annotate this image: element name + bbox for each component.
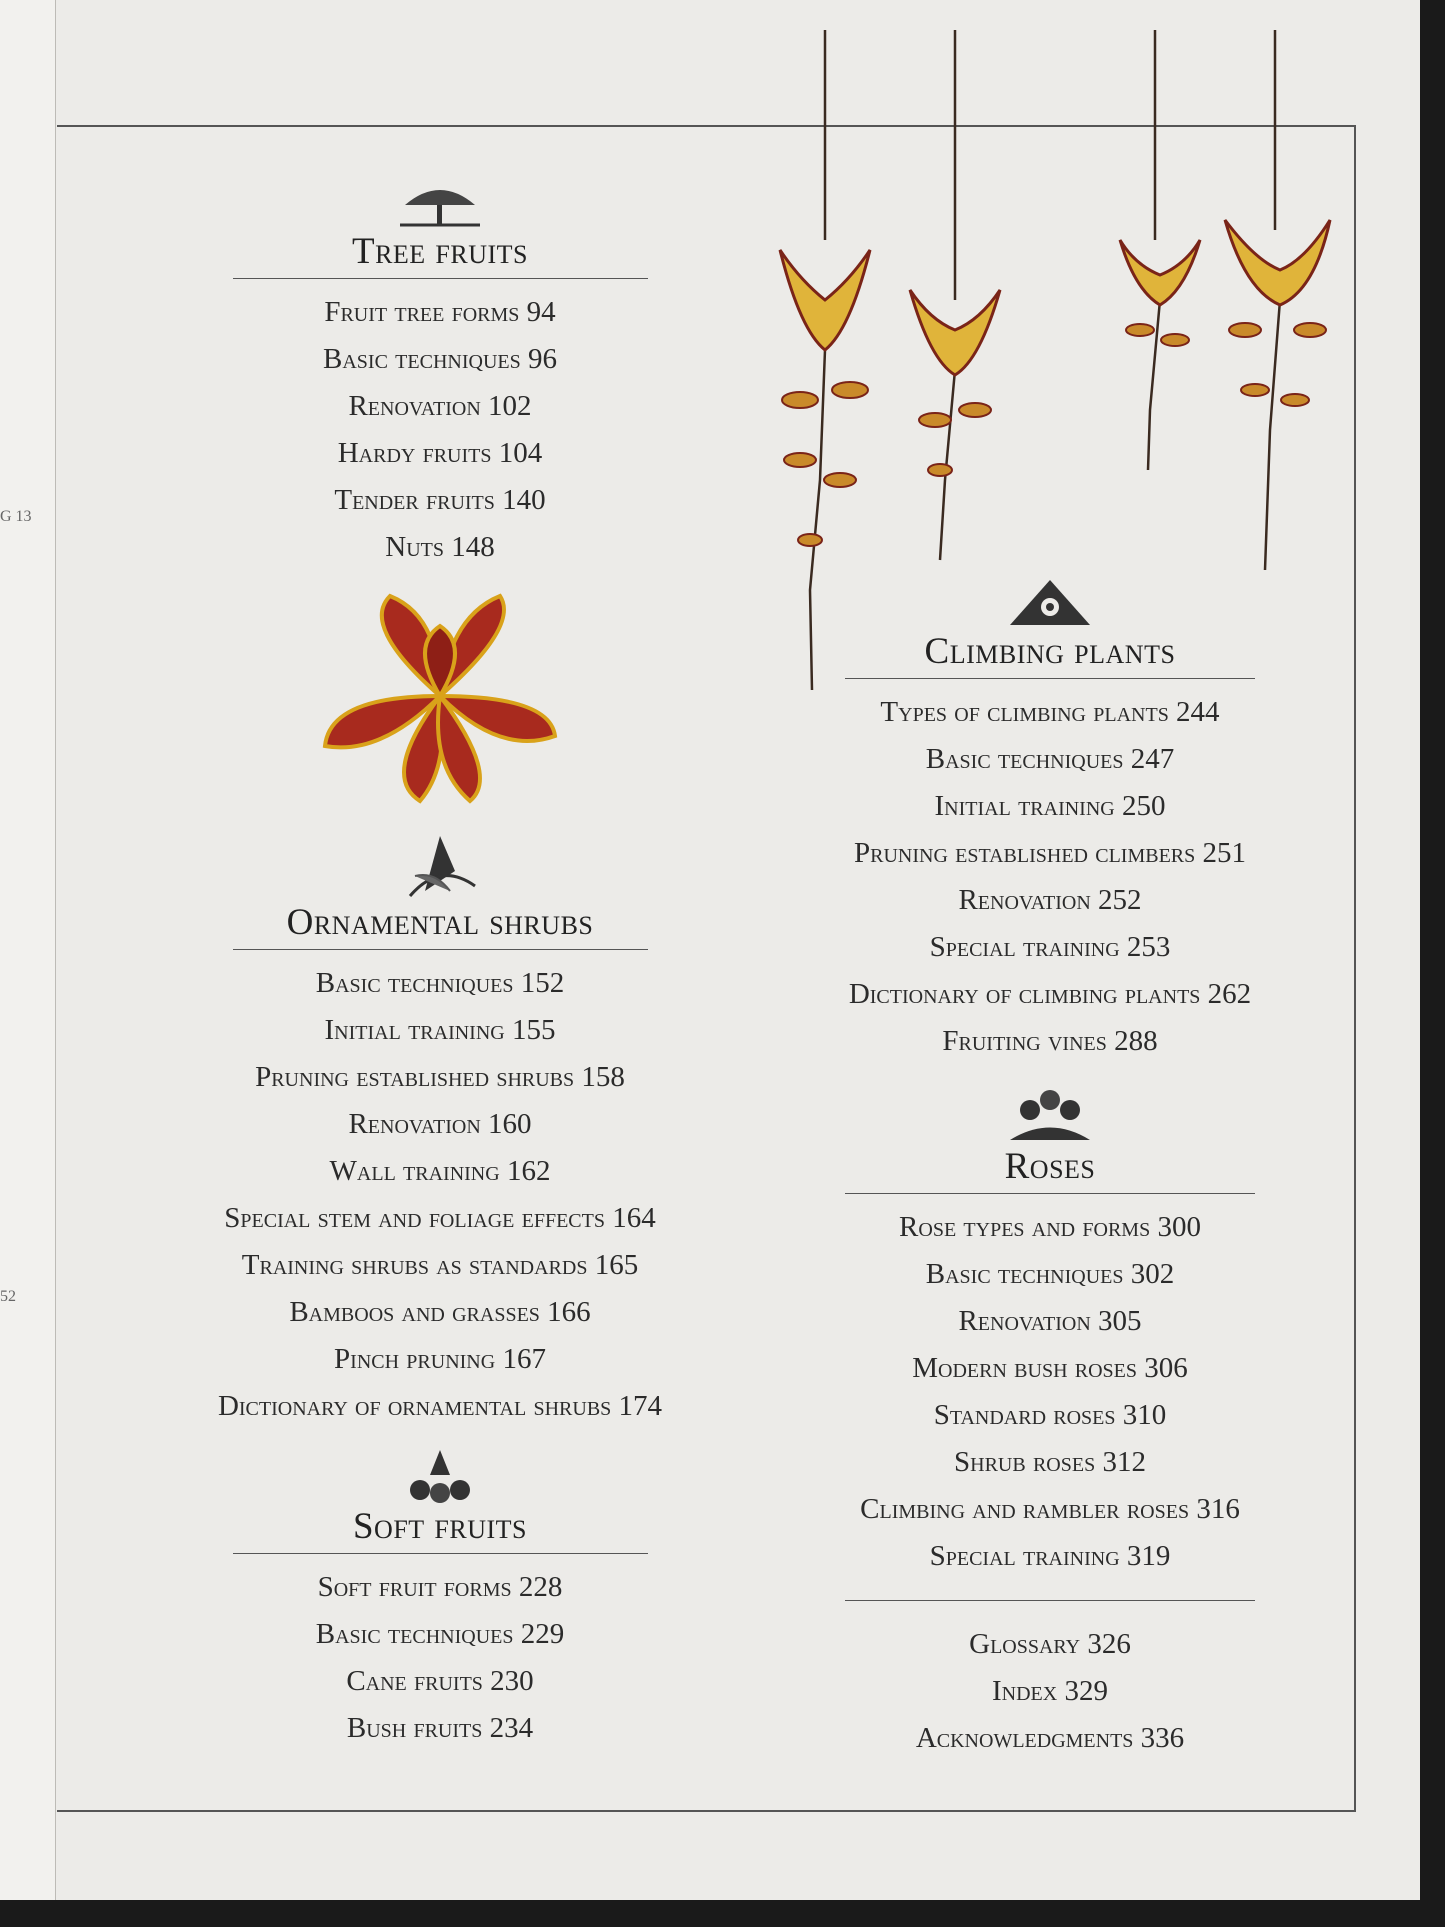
toc-entry[interactable]: Renovation 102 (348, 390, 532, 422)
toc-entry[interactable]: Special training 319 (929, 1540, 1171, 1572)
toc-entry[interactable]: Basic techniques 229 (315, 1618, 565, 1650)
toc-entry[interactable]: Shrub roses 312 (954, 1446, 1146, 1478)
toc-entry[interactable]: Types of climbing plants 244 (880, 696, 1220, 728)
toc-entry[interactable]: Climbing and rambler roses 316 (860, 1493, 1240, 1525)
toc-entry[interactable]: Modern bush roses 306 (912, 1352, 1188, 1384)
toc-entry[interactable]: Rose types and forms 300 (899, 1211, 1201, 1243)
toc-entry[interactable]: Special training 253 (929, 931, 1171, 963)
toc-entry[interactable]: Renovation 305 (958, 1305, 1142, 1337)
toc-entry[interactable]: Tender fruits 140 (334, 484, 546, 516)
toc-entry[interactable]: Pinch pruning 167 (334, 1343, 546, 1375)
section-rule (233, 278, 648, 279)
toc-entry[interactable]: Pruning established shrubs 158 (255, 1061, 625, 1093)
right-column (770, 575, 1330, 1762)
toc-entry[interactable]: Wall training 162 (329, 1155, 551, 1187)
left-column (150, 175, 730, 1752)
toc-entry[interactable]: Basic techniques 96 (323, 343, 557, 375)
back-matter-rule (845, 1600, 1255, 1601)
section-rule (845, 678, 1255, 679)
toc-entry[interactable]: Fruiting vines 288 (942, 1025, 1158, 1057)
climber-icon (1005, 575, 1095, 630)
section-title-climbing-plants: Climbing plants (924, 631, 1176, 672)
section-rule (233, 949, 648, 950)
toc-entry[interactable]: Renovation 252 (958, 884, 1142, 916)
toc-entry[interactable]: Dictionary of ornamental shrubs 174 (217, 1390, 663, 1422)
toc-entry[interactable]: Standard roses 310 (933, 1399, 1167, 1431)
margin-text-bottom: 52 (0, 1288, 16, 1305)
section-title-tree-fruits: Tree fruits (351, 231, 529, 272)
rose-icon (1005, 1085, 1095, 1145)
toc-entry[interactable]: Bamboos and grasses 166 (289, 1296, 591, 1328)
section-title-soft-fruits: Soft fruits (352, 1506, 528, 1547)
section-title-ornamental-shrubs: Ornamental shrubs (286, 902, 594, 943)
berry-icon (395, 1445, 485, 1505)
toc-entry[interactable]: Special stem and foliage effects 164 (224, 1202, 656, 1234)
toc-entry[interactable]: Initial training 250 (934, 790, 1166, 822)
section-rule (233, 1553, 648, 1554)
toc-entry[interactable]: Hardy fruits 104 (337, 437, 543, 469)
margin-text-top: G 13 (0, 508, 32, 525)
shrub-icon (395, 831, 485, 901)
toc-entry[interactable]: Basic techniques 247 (925, 743, 1175, 775)
toc-entry-glossary[interactable]: Glossary 326 (969, 1628, 1131, 1660)
toc-entry[interactable]: Cane fruits 230 (346, 1665, 534, 1697)
toc-entry[interactable]: Nuts 148 (385, 531, 495, 563)
toc-entry[interactable]: Soft fruit forms 228 (317, 1571, 563, 1603)
previous-page-edge (0, 0, 56, 1900)
toc-entry-acknowledgments[interactable]: Acknowledgments 336 (915, 1722, 1185, 1754)
toc-entry-index[interactable]: Index 329 (992, 1675, 1108, 1707)
coleus-leaves-illustration (320, 586, 560, 806)
toc-entry[interactable]: Bush fruits 234 (346, 1712, 534, 1744)
section-title-roses: Roses (1004, 1146, 1096, 1187)
toc-entry[interactable]: Basic techniques 152 (315, 967, 565, 999)
toc-entry[interactable]: Training shrubs as standards 165 (241, 1249, 639, 1281)
toc-entry[interactable]: Initial training 155 (324, 1014, 556, 1046)
toc-entry[interactable]: Dictionary of climbing plants 262 (848, 978, 1252, 1010)
toc-entry[interactable]: Basic techniques 302 (925, 1258, 1175, 1290)
toc-entry[interactable]: Fruit tree forms 94 (324, 296, 556, 328)
section-rule (845, 1193, 1255, 1194)
toc-entry[interactable]: Pruning established climbers 251 (853, 837, 1246, 869)
toc-entry[interactable]: Renovation 160 (348, 1108, 532, 1140)
tree-icon (395, 175, 485, 230)
